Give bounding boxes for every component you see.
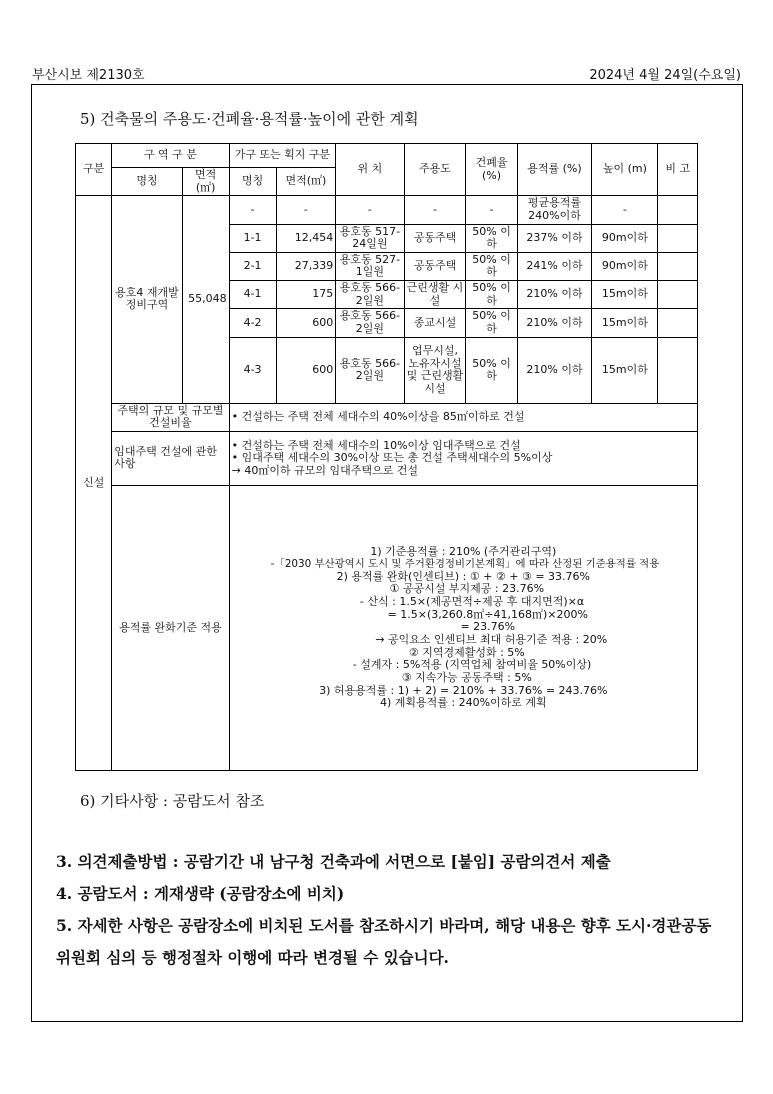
lot-area: 27,339 xyxy=(276,252,336,280)
header-zone: 구 역 구 분 xyxy=(112,144,229,168)
lot-height: 15m이하 xyxy=(592,309,658,337)
far-line: = 23.76% xyxy=(411,620,516,634)
lot-height: 90m이하 xyxy=(592,224,658,252)
lot-height: 15m이하 xyxy=(592,337,658,403)
header-far: 용적률 (%) xyxy=(517,144,592,196)
lot-name: 2-1 xyxy=(229,252,276,280)
lot-location: - xyxy=(336,196,404,224)
header-location: 위 치 xyxy=(336,144,404,196)
header-zone-area: 면적 (㎡) xyxy=(182,168,229,196)
housing-ratio-text: • 건설하는 주택 전체 세대수의 40%이상을 85㎡이하로 건설 xyxy=(229,403,697,431)
far-line: 4) 계획용적률 : 240%이하로 계획 xyxy=(379,696,547,710)
lot-height: 15m이하 xyxy=(592,281,658,309)
far-relief-text xyxy=(229,485,697,770)
lot-height: 90m이하 xyxy=(592,252,658,280)
lot-use: 종교시설 xyxy=(404,309,466,337)
lot-bcr: 50% 이하 xyxy=(466,252,517,280)
header-lot-area: 면적(㎡) xyxy=(276,168,336,196)
far-line: 2) 용적률 완화(인센티브) : ① + ② + ③ = 33.76% xyxy=(336,569,590,583)
bulletin-issue: 부산시보 제2130호 xyxy=(32,68,145,83)
far-line: ③ 지속가능 공동주택 : 5% xyxy=(394,670,532,684)
far-line: 3) 허용용적률 : 1) + 2) = 210% + 33.76% = 243.76% xyxy=(319,683,608,697)
lot-location: 용호동 527-1일원 xyxy=(336,252,404,280)
rental-housing-text xyxy=(229,431,697,485)
paragraph-3: 3. 의견제출방법 : 공람기간 내 남구청 건축과에 서면으로 [붙임] 공람의견서 제출 xyxy=(56,852,611,871)
lot-name: 4-3 xyxy=(229,337,276,403)
lot-use: 공동주택 xyxy=(404,252,466,280)
lot-name: 4-1 xyxy=(229,281,276,309)
lot-note xyxy=(658,224,698,252)
rental-housing-label: 임대주택 건설에 관한 사항 xyxy=(112,431,229,485)
lot-area: - xyxy=(276,196,336,224)
category-cell: 신설 xyxy=(76,196,112,771)
lot-far: 237% 이하 xyxy=(517,224,592,252)
lot-note xyxy=(658,309,698,337)
rental-line: • 임대주택 세대수의 30%이상 또는 총 건설 주택세대수의 5%이상 xyxy=(231,451,553,465)
lot-location: 용호동 517-24일원 xyxy=(336,224,404,252)
lot-bcr: 50% 이하 xyxy=(466,337,517,403)
header-lot-name: 명칭 xyxy=(229,168,276,196)
lot-far: 210% 이하 xyxy=(517,281,592,309)
lot-location: 용호동 566-2일원 xyxy=(336,281,404,309)
lot-bcr: - xyxy=(466,196,517,224)
lot-note xyxy=(658,281,698,309)
lot-height: - xyxy=(592,196,658,224)
lot-name: 4-2 xyxy=(229,309,276,337)
far-line: -「2030 부산광역시 도시 및 주거환경정비기본계획」에 따라 산정된 기준용적률 적용 xyxy=(267,557,660,570)
header-gubun: 구분 xyxy=(76,144,112,196)
lot-location: 용호동 566-2일원 xyxy=(336,309,404,337)
lot-bcr: 50% 이하 xyxy=(466,224,517,252)
bulletin-date: 2024년 4월 24일(수요일) xyxy=(589,68,741,83)
lot-use: 업무시설, 노유자시설 및 근린생활시설 xyxy=(404,337,466,403)
lot-far: 241% 이하 xyxy=(517,252,592,280)
lot-use: 공동주택 xyxy=(404,224,466,252)
lot-use: - xyxy=(404,196,466,224)
lot-name: 1-1 xyxy=(229,224,276,252)
housing-ratio-label: 주택의 규모 및 규모별 건설비율 xyxy=(112,403,229,431)
lot-note xyxy=(658,337,698,403)
section-5-title: 5) 건축물의 주용도·건폐율·용적률·높이에 관한 계획 xyxy=(80,110,419,128)
lot-bcr: 50% 이하 xyxy=(466,281,517,309)
lot-far: 210% 이하 xyxy=(517,309,592,337)
far-line: 1) 기준용적률 : 210% (주거관리구역) xyxy=(370,545,557,559)
lot-area: 600 xyxy=(276,309,336,337)
zone-area-cell: 55,048 xyxy=(182,196,229,403)
far-line: ① 공공시설 부지제공 : 23.76% xyxy=(382,582,545,596)
header-zone-name: 명칭 xyxy=(112,168,182,196)
far-line: - 산식 : 1.5×(제공면적÷제공 후 대지면적)×α xyxy=(342,595,585,609)
header-height: 높이 (m) xyxy=(592,144,658,196)
paragraph-4: 4. 공람도서 : 게재생략 (공람장소에 비치) xyxy=(56,884,345,903)
rental-line: → 40㎡이하 규모의 임대주택으로 건설 xyxy=(231,463,418,477)
far-line: - 설계자 : 5%적용 (지역업체 참여비율 50%이상) xyxy=(335,658,592,672)
far-line: = 1.5×(3,260.8㎡÷41,168㎡)×200% xyxy=(338,607,588,621)
lot-bcr: 50% 이하 xyxy=(466,309,517,337)
zone-name-cell: 용호4 재개발 정비구역 xyxy=(112,196,182,403)
lot-name: - xyxy=(229,196,276,224)
header-note: 비 고 xyxy=(658,144,698,196)
lot-area: 12,454 xyxy=(276,224,336,252)
lot-use: 근린생활 시설 xyxy=(404,281,466,309)
lot-note xyxy=(658,252,698,280)
header-use: 주용도 xyxy=(404,144,466,196)
lot-area: 175 xyxy=(276,281,336,309)
paragraph-5: 5. 자세한 사항은 공람장소에 비치된 도서를 참조하시기 바라며, 해당 내용은 향후 도시·경관공동위원회 심의 등 행정절차 이행에 따라 변경될 수 있습니다. xyxy=(56,916,712,967)
lot-area: 600 xyxy=(276,337,336,403)
header-lot: 가구 또는 획지 구분 xyxy=(229,144,336,168)
far-line: → 공익요소 인센티브 최대 허용기준 적용 : 20% xyxy=(319,632,608,646)
lot-note xyxy=(658,196,698,224)
lot-far: 평균용적률 240%이하 xyxy=(517,196,592,224)
lot-far: 210% 이하 xyxy=(517,337,592,403)
section-6-title: 6) 기타사항 : 공람도서 참조 xyxy=(80,792,265,810)
header-bcr: 건폐율 (%) xyxy=(466,144,517,196)
building-plan-table xyxy=(75,143,698,771)
far-relief-label: 용적률 완화기준 적용 xyxy=(112,485,229,770)
far-line: ② 지역경제활성화 : 5% xyxy=(401,645,525,659)
lot-location: 용호동 566-2일원 xyxy=(336,337,404,403)
rental-line: • 건설하는 주택 전체 세대수의 10%이상 임대주택으로 건설 xyxy=(231,438,521,452)
